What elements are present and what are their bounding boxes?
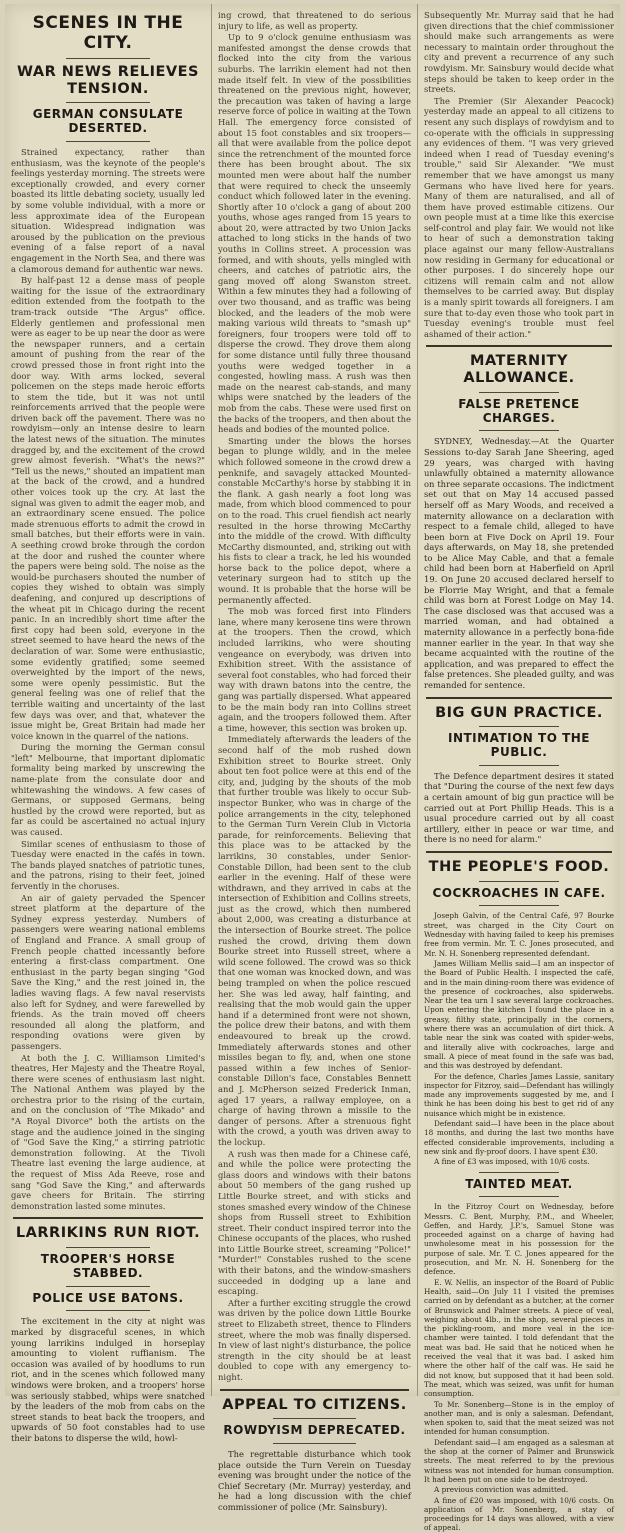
divider bbox=[66, 1310, 150, 1311]
subhead-intimation: INTIMATION TO THE PUBLIC. bbox=[447, 731, 591, 760]
subhead-cockroaches: COCKROACHES IN CAFE. bbox=[432, 885, 606, 900]
column-2 bbox=[211, 4, 417, 1513]
paragraph: Up to 9 o'clock genuine enthusiasm was manifested amongst the dense crowds that flocked into the city from the various suburbs. The larrikin element had not then made itself felt. In view of the possibilities threatened on the previous night, however, the precaution was taken of having a large reserve force of police in waiting at the Town Hall. The emergency force consisted of about 15 foot constables and six troopers—all that were available from the police depot since the retrenchment of the mounted force there has been brought about. The six mounted men were about half the number that were required to check the unseemly conduct which followed later in the evening. Shortly after 10 o'clock a gang of about 200 youths, whose ages ranged from 15 years to about 20, were attracted by two Union Jacks attached to long sticks in the hands of two youths in Collins street. A procession was formed, and with shouts, yells mingled with cheers, and catches of patriotic airs, the gang moved off along Swanston street. Within a few minutes they had a following of over two thousand, and as traffic was being blocked, and the leaders of the mob were making various wild threats to "smash up" foreigners, four troopers were told off to disperse the crowd. They drove them along for some distance until fully three thousand youths were wedged together in a congested, howling mass. A rush was then made on the nearest cab-stands, and many whips were snatched by the leaders of the mob from the cabs. These were used first on the backs of the troopers, and then about the heads and bodies of the mounted police. bbox=[218, 32, 411, 435]
paragraph: Defendant said—I have been in the place about 18 months, and during the last two months have effected considerable improvements, including a new sink and fly-proof doors. I have spent £30. bbox=[424, 1119, 614, 1156]
section-divider bbox=[220, 1389, 409, 1391]
article-body bbox=[424, 10, 614, 339]
divider bbox=[66, 1247, 150, 1248]
subhead-german-consulate: GERMAN CONSULATE DESERTED. bbox=[32, 107, 184, 136]
subhead-tainted-meat: TAINTED MEAT. bbox=[465, 1176, 573, 1191]
paragraph: The mob was forced first into Flinders lane, where many kerosene tins were thrown at the troopers. Then the crowd, which included larrikins, who were shouting vengeance on everybody, was driven into Exhibition street. With the assistance of several foot constables, who had forced their way with drawn batons into the centre, the gang was partially dispersed. What appeared to be the main body ran into Collins street again, and the troopers followed them. After a time, however, this section was broken up. bbox=[218, 606, 411, 733]
paragraph: The regrettable disturbance which took place outside the Turn Verein on Tuesday evening was brought under the notice of the Chief Secretary (Mr. Murray) yesterday, and he had a long discussion with the chief commissioner of police (Mr. Sainsbury). bbox=[218, 1449, 411, 1513]
paragraph: Subsequently Mr. Murray said that he had given directions that the chief commissioner should make such arrangements as were necessary to maintain order throughout the city and prevent a recurrence of any such rowdyism. Mr. Sainsbury would decide what steps should be taken to keep order in the streets. bbox=[424, 10, 614, 95]
newspaper-page bbox=[5, 4, 620, 1533]
paragraph: ing crowd, that threatened to do serious injury to life, as well as property. bbox=[218, 10, 411, 31]
paragraph: E. W. Nellis, an inspector of the Board of Public Health, said—On July 11 I visited the premises carried on by defendant as a butcher, at the corner of Brunswick and Palmer streets. A piece of veal, weighing about 4lb., in the shop, several pieces in the pickling-room, and more veal in the ice-chamber were tainted. I told defendant that the meat was bad. He said that he noticed when he received the veal that it was bad. I asked him where the other half of the calf was. He said he did not know, but supposed that it had been sold. The meat, which was seized, was unfit for human consumption. bbox=[424, 1277, 614, 1399]
paragraph: James William Mellis said—I am an inspector of the Board of Public Health. I inspected the café, and in the main dining-room there was evidence of the presence of cockroaches, also spiderwebs. Near the tea urn I saw several large cockroaches. Upon entering the kitchen I found the place in a greasy, filthy state, principally in the corners, where there was an accumulation of dirt thick. A table near the sink was coated with spider-webs, and literally alive with cockroaches, large and small. A piece of meat found in the safe was bad, and this was destroyed by defendant. bbox=[424, 958, 614, 1071]
paragraph: Strained expectancy, rather than enthusiasm, was the keynote of the people's feelings yesterday morning. The streets were exceptionally crowded, and every corner boasted its little debating society, usually led by some voluble individual, with a more or less approximate idea of the European situation. Widespread indignation was aroused by the publication on the previous evening of a false report of a naval engagement in the North Sea, and there was a clamorous demand for authentic war news. bbox=[11, 147, 205, 274]
paragraph: For the defence, Charles James Lassie, sanitary inspector for Fitzroy, said—Defendant has willingly made any improvements suggested by me, and I think he has been doing his best to get rid of any nuisance which might be in existence. bbox=[424, 1071, 614, 1118]
headline-maternity-allowance: MATERNITY ALLOWANCE. bbox=[463, 353, 575, 387]
headline-scenes-in-the-city: SCENES IN THE CITY. bbox=[32, 13, 184, 53]
paragraph: Similar scenes of enthusiasm to those of Tuesday were enacted in the cafés in town. The bands played snatches of patriotic tunes, and the patrons, rising to their feet, joined fervently in the choruses. bbox=[11, 838, 205, 891]
section-divider bbox=[13, 1217, 203, 1219]
divider bbox=[273, 1418, 356, 1419]
column-3 bbox=[417, 4, 620, 1533]
headline-larrikins: LARRIKINS RUN RIOT. bbox=[15, 1225, 201, 1242]
paragraph: An air of gaiety pervaded the Spencer street platform at the departure of the Sydney express yesterday. Numbers of passengers were wearing national emblems of England and France. A small group of French people chatted incessantly before entering a first-class compartment. One enthusiast in the party began singing "God Save the King," and the rest joined in, the ladies waving flags. A few naval reservists also left for Sydney, and were farewelled by friends. As the train moved off cheers resounded all along the platform, and responding ovations were given by passengers. bbox=[11, 892, 205, 1051]
paragraph: To Mr. Sonenberg—Stone is in the employ of another man, and is only a salesman. Defendant, when spoken to, said that the meat seized was not intended for human consumption. bbox=[424, 1399, 614, 1437]
paragraph: At both the J. C. Williamson Limited's theatres, Her Majesty and the Theatre Royal, there were scenes of enthusiasm last night. The National Anthem was played by the orchestra prior to the rising of the curtain, and on the conclusion of "The Mikado" and "A Royal Divorce" both the artists on the stage and the audience joined in the singing of "God Save the King," a stirring patriotic demonstration following. At the Tivoli Theatre last evening the large audience, at the request of Miss Ada Reeve, rose and sang "God Save the King," and afterwards gave cheers for Britain. The stirring demonstration lasted some minutes. bbox=[11, 1052, 205, 1211]
headline-peoples-food: THE PEOPLE'S FOOD. bbox=[428, 859, 610, 876]
article-body bbox=[11, 147, 205, 1211]
paragraph: In the Fitzroy Court on Wednesday, before Messrs. C. Bent, Murphy, P.M., and Wheeler, Geffen, and Hardy, J.P.'s, Samuel Stone was proceeded against on a charge of having had unwholesome meat in his possession for the purpose of sale. Mr. T. C. Jones appeared for the prosecution, and Mr. N. H. Sonenberg for the defence. bbox=[424, 1202, 614, 1277]
subhead-rowdyism: ROWDYISM DEPRECATED. bbox=[223, 1423, 406, 1438]
divider bbox=[479, 765, 559, 766]
divider bbox=[479, 905, 559, 906]
divider bbox=[479, 430, 559, 431]
paragraph: Immediately afterwards the leaders of the second half of the mob rushed down Exhibition street to Bourke street. Only about ten foot police were at this end of the city, and, judging by the shouts of the mob that further trouble was likely to occur Sub-inspector Bunker, who was in charge of the police arrangements in the city, telephoned to the German Turn Verein Club in Victoria parade, for reinforcements. Believing that this place was to be attacked by the larrikins, 30 constables, under Senior-Constable Dillon, had been sent to the club earlier in the evening. Half of these were withdrawn, and they arrived in cabs at the intersection of Exhibition and Collins streets, just as the crowd, which then numbered about 2,000, was creating a disturbance at the intersection of Bourke street. The police rushed the crowd, driving them down Bourke street into Russell street, where a wild scene followed. The crowd was so thick that one woman was knocked down, and was being trampled on when the police rescued her. She was led away, half fainting, and realising that the mob would gain the upper hand if a determined front were not shown, the police drew their batons, and with them endeavoured to break up the crowd. Immediately afterwards stones and other missiles began to fly, and, when one stone passed within a few inches of Senior-constable Dillon's face, Constables Bennett and J. McPherson seized Frederick Inman, aged 17 years, a railway employee, on a charge of having thrown a missile to the danger of persons. After a strenuous fight with the crowd, a youth was driven away to the lockup. bbox=[218, 734, 411, 1147]
divider bbox=[479, 881, 559, 882]
paragraph: Joseph Galvin, of the Central Café, 97 Bourke street, was charged in the City Court on Wednesday with having failed to keep his premises free from vermin. Mr. T. C. Jones prosecuted, and Mr. N. H. Sonenberg represented defendant. bbox=[424, 911, 614, 958]
subhead-police-batons: POLICE USE BATONS. bbox=[32, 1290, 184, 1305]
divider bbox=[66, 102, 150, 103]
divider bbox=[479, 726, 559, 727]
subhead-troopers-horse: TROOPER'S HORSE STABBED. bbox=[40, 1252, 176, 1280]
divider bbox=[273, 1443, 356, 1444]
paragraph: Defendant said—I am engaged as a salesman at the shop at the corner of Palmer and Brunswick streets. The meat referred to by the previous witness was not intended for human consumption. It had been put on one side to be destroyed. bbox=[424, 1437, 614, 1484]
paragraph: A rush was then made for a Chinese café, and while the police were protecting the glass doors and windows with their batons about 50 members of the gang rushed up Little Bourke street, and with sticks and stones smashed every window of the Chinese shops from Russell street to Exhibition street. Their conduct inspired terror into the Chinese occupants of the places, who rushed into Little Bourke street, screaming "Police!" "Murder!" Constables rushed to the scene with their batons, and the window-smashers succeeded in dodging up a lane and escaping. bbox=[218, 1148, 411, 1297]
paragraph: A fine of £3 was imposed, with 10/6 costs. bbox=[434, 1157, 590, 1167]
paragraph: By half-past 12 a dense mass of people waiting for the issue of the extraordinary edition extended from the footpath to the tram-track outside "The Argus" office. Elderly gentlemen and professional men were as eager to be up near the door as were the newspaper runners, and a certain amount of pushing from the rear of the crowd pressed those in front right into the door way. With arms locked, several policemen on the steps made heroic efforts to stem the tide, but it was not until reinforcements arrived that the people were driven back off the pavement. There was no rowdyism—only an intense desire to learn the latest news of the situation. The minutes dragged by, and the excitement of the crowd grew almost feverish. "What's the news?" "Tell us the news," shouted an impatient man at the back of the crowd, and a hundred other voices took up the cry. At last the signal was given to admit the eager mob, and an extraordinary scene ensued. The police made strenuous efforts to admit the crowd in small batches, but their efforts were in vain. A seething crowd broke through the cordon at the door and rushed the counter where the papers were being sold. The noise as the would-be purchasers shouted the number of copies they wished to obtain was simply deafening, and conjured up descriptions of the wheat pit in Chicago during the recent panic. In an incredibly short time after the first copy had been sold, everyone in the street seemed to have heard the news of the declaration of war. Some were enthusiastic, some evidently gratified; some seemed overweighted by the import of the news, some were openly pessimistic. But the general feeling was one of relief that the terrible waiting and uncertainty of the last few days was over, and that, whatever the issue might be, Great Britain had made her voice known in the quarrel of the nations. bbox=[11, 275, 205, 741]
paragraph: The Defence department desires it stated that "During the course of the next few days a certain amount of big gun practice will be carried out at Port Phillip Heads. This is a usual procedure carried out by all coast artillery, either in peace or war time, and there is no need for alarm." bbox=[424, 770, 614, 845]
headline-appeal-to-citizens: APPEAL TO CITIZENS. bbox=[222, 1396, 407, 1413]
headline-big-gun-practice: BIG GUN PRACTICE. bbox=[435, 704, 603, 721]
subhead-false-pretence: FALSE PRETENCE CHARGES. bbox=[458, 396, 580, 425]
divider bbox=[66, 58, 150, 59]
paragraph: Smarting under the blows the horses began to plunge wildly, and in the melee which followed someone in the crowd drew a penknife, and savagely attacked Mounted-constable McCarthy's horse by stabbing it in the flank. A gash nearly a foot long was made, from which blood commenced to pour on to the road. This cruel fiendish act nearly resulted in the horse throwing McCarthy into the middle of the crowd. With difficulty McCarthy dismounted, and, striking out with his fists to clear a track, he led his wounded horse back to the police depot, where a veterinary surgeon had to stitch up the wound. It is probable that the horse will be permanently affected. bbox=[218, 435, 411, 605]
section-divider bbox=[426, 851, 612, 853]
section-divider bbox=[426, 697, 612, 699]
subhead-war-news: WAR NEWS RELIEVES TENSION. bbox=[17, 64, 199, 97]
divider bbox=[479, 1172, 559, 1173]
article-body bbox=[218, 10, 411, 1383]
paragraph: A fine of £20 was imposed, with 10/6 costs. On application of Mr. Sonenberg, a stay of proceedings for 14 days was allowed, with a view of appeal. bbox=[424, 1495, 614, 1533]
divider bbox=[66, 141, 150, 142]
section-divider bbox=[426, 345, 612, 347]
paragraph: During the morning the German consul "left" Melbourne, that important diplomatic formality being marked by unscrewing the name-plate from the consulate door and whitewashing the windows. A few cases of Germans, or supposed Germans, being hustled by the crowd were reported, but as far as could be ascertained no actual injury was caused. bbox=[11, 742, 205, 838]
paragraph: The Premier (Sir Alexander Peacock) yesterday made an appeal to all citizens to resent any such displays of rowdyism and to co-operate with the officials in suppressing any evidences of them. "I was very grieved indeed when I read of Tuesday evening's trouble," said Sir Alexander. "We must remember that we have amongst us many Germans who have lived here for years. Many of them are naturalised, and all of them have proved estimable citizens. Our own people must at a time like this exercise self-control and play fair. We would not like to hear of such a demonstration taking place against our many fellow-Australians now residing in Germany for educational or other purposes. I do sincerely hope our citizens will remain calm and not allow themselves to be carried away. But display is a manly spirit towards all foreigners. I am sure that to-day even those who took part in Tuesday evening's trouble must feel ashamed of their action." bbox=[424, 95, 614, 339]
paragraph: The excitement in the city at night was marked by disgraceful scenes, in which young larrikins indulged in horseplay amounting to violent ruffianism. The occasion was availed of by hoodlums to run riot, and in the scenes which followed many windows were broken, and a troopers' horse was seriously stabbed, whips were snatched by the leaders of the mob from cabs on the street stands to beat back the troopers, and upwards of 50 foot constables had to use their batons to disperse the wild, howl- bbox=[11, 1316, 205, 1443]
paragraph: After a further exciting struggle the crowd was driven by the police down Little Bourke street to Elizabeth street, thence to Flinders street, where the mob was finally dispersed. In view of last night's disturbance, the police strength in the city should be at least doubled to cope with any emergency to-night. bbox=[218, 1297, 411, 1382]
paragraph: SYDNEY, Wednesday.—At the Quarter Sessions to-day Sarah Jane Sheering, aged 29 years, was charged with having unlawfully obtained a maternity allowance on three separate occasions. The indictment set out that on May 14 accused passed herself off as Mary Woods, and received a maternity allowance on a declaration with respect to a female child, alleged to have been born at Five Dock on April 19. Four days afterwards, on May 18, she pretended to be Alice May Cable, and that a female child had been born at Haberfield on April 19. On June 20 accused declared herself to be Florrie May Wright, and that a female child was born at Forest Lodge on May 14. The case disclosed was that accused was a married woman, and had obtained a maternity allowance in a perfectly bona-fide manner earlier in the year. In that way she became acquainted with the routine of the application, and was prepared to effect the false pretences. She pleaded guilty, and was remanded for sentence. bbox=[424, 436, 614, 690]
divider bbox=[479, 1196, 559, 1197]
column-1 bbox=[5, 4, 211, 1443]
divider bbox=[66, 1286, 150, 1287]
divider bbox=[479, 392, 559, 393]
paragraph: A previous conviction was admitted. bbox=[434, 1485, 569, 1495]
